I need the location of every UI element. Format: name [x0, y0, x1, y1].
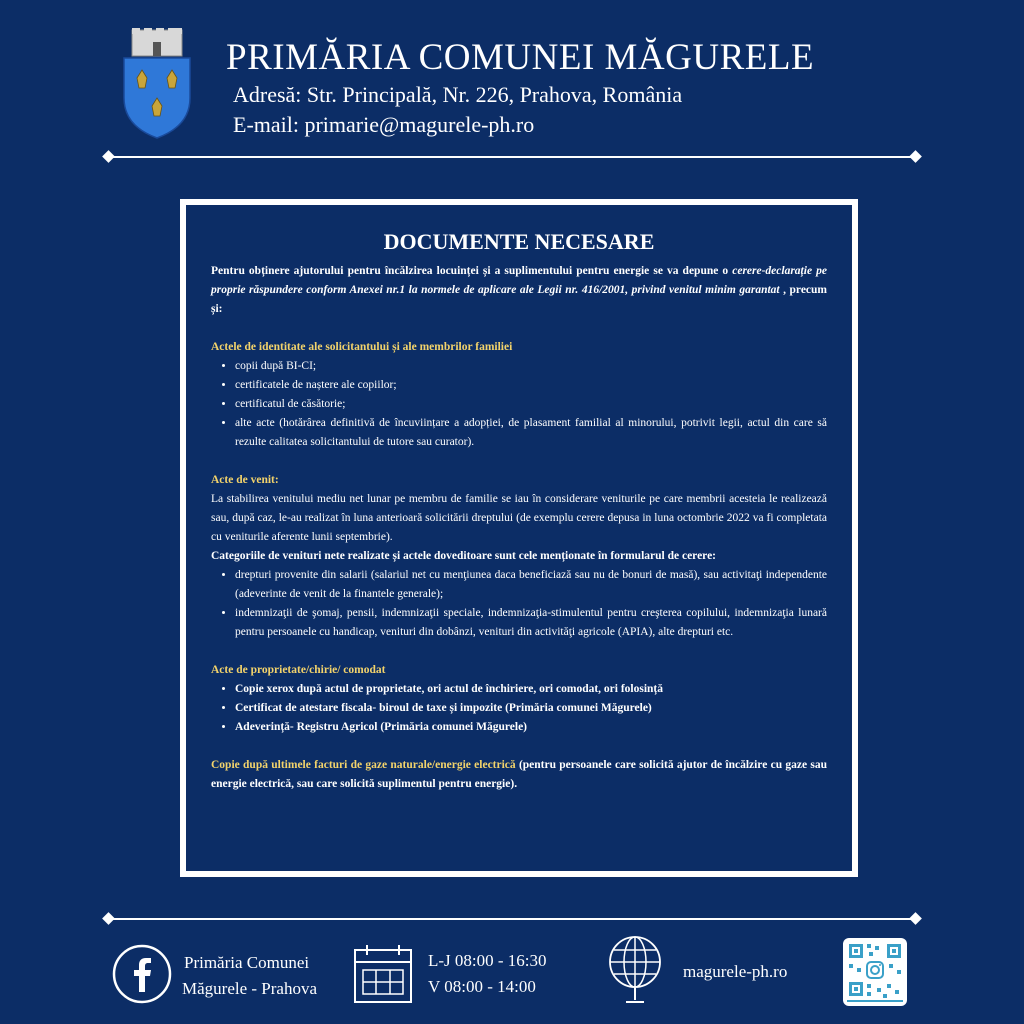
list-item: • Certificat de atestare fiscala- biroul de taxe și impozite (Primăria comunei Măgurele) — [235, 699, 827, 718]
income-list — [211, 566, 827, 642]
list-item: • certificatele de naștere ale copiilor; — [235, 376, 827, 395]
coat-of-arms-icon — [122, 28, 192, 140]
identity-list — [211, 357, 827, 452]
hours-friday: V 08:00 - 14:00 — [428, 977, 536, 996]
documents-panel — [180, 199, 858, 877]
website-link[interactable]: magurele-ph.ro — [683, 962, 788, 981]
list-item: • Copie xerox după actul de proprietate, ori actul de închiriere, ori comodat, ori folosință — [235, 680, 827, 699]
intro-paragraph: Pentru obținere ajutorului pentru încălzirea locuinței și a suplimentului pentru energie se va depune o cerere-declarație pe proprie răspundere conform Anexei nr.1 la normele de aplicare ale Legii nr. 416/2001, privind venitul minim garantat , precum și: — [211, 265, 827, 315]
property-heading: Acte de proprietate/chirie/ comodat — [211, 664, 386, 676]
property-list — [211, 680, 827, 737]
globe-icon — [606, 934, 664, 1006]
page-title: PRIMĂRIA COMUNEI MĂGURELE — [226, 37, 815, 78]
identity-heading: Actele de identitate ale solicitantului și ale membrilor familiei — [211, 341, 513, 353]
bottom-divider — [104, 912, 920, 926]
bills-paragraph: Copie după ultimele facturi de gaze naturale/energie electrică (pentru persoanele care solicită ajutor de încălzire cu gaze sau energie electrică, sau care solicită suplimentul pentru energie). — [211, 759, 827, 790]
list-item: • copii după BI-CI; — [235, 357, 827, 376]
list-item: • indemnizaţii de şomaj, pensii, indemnizaţii speciale, indemnizaţia-stimulentul pentru creşterea copilului, indemnizaţia lunară pentru persoanele cu handicap, venituri din dobânzi, venituri din activităţi agricole (APIA), alte drepturi etc. — [235, 604, 827, 642]
list-item: • drepturi provenite din salarii (salariul net cu menţiunea daca beneficiază sau nu de bonuri de masă), sau activitaţi independente (adeverinte de venit de la finantele generale); — [235, 566, 827, 604]
income-heading: Acte de venit: — [211, 474, 279, 486]
hours-weekdays: L-J 08:00 - 16:30 — [428, 951, 547, 970]
qr-code-icon — [843, 938, 907, 1006]
list-item: • alte acte (hotărârea definitivă de încuviințare a adopției, de plasament familial al minorului, potrivit legii, actul din care să rezulte calitatea solicitantului de tutore sau curator). — [235, 414, 827, 452]
list-item: • certificatul de căsătorie; — [235, 395, 827, 414]
calendar-icon — [353, 944, 413, 1004]
income-paragraph: La stabilirea venitului mediu net lunar pe membru de familie se iau în considerare veniturile pe care membrii acesteia le realizează sau, după caz, le-au realizat în luna anterioară solicitării dreptului (de exemplu cerere depusa in luna octombrie 2022 va fi completata cu veniturile aferente lunii septembrie). — [211, 493, 827, 543]
income-categories: Categoriile de venituri nete realizate și actele doveditoare sunt cele menționate în formularul de cerere: — [211, 550, 717, 562]
document-title: DOCUMENTE NECESARE — [383, 229, 655, 254]
facebook-icon[interactable] — [112, 944, 172, 1004]
top-divider — [104, 150, 920, 164]
facebook-label-2: Măgurele - Prahova — [182, 979, 318, 998]
facebook-label-1: Primăria Comunei — [184, 953, 310, 972]
list-item: • Adeverință- Registru Agricol (Primăria comunei Măgurele) — [235, 718, 827, 737]
email-line: E-mail: primarie@magurele-ph.ro — [233, 112, 535, 137]
address-line: Adresă: Str. Principală, Nr. 226, Prahova, România — [233, 82, 683, 107]
